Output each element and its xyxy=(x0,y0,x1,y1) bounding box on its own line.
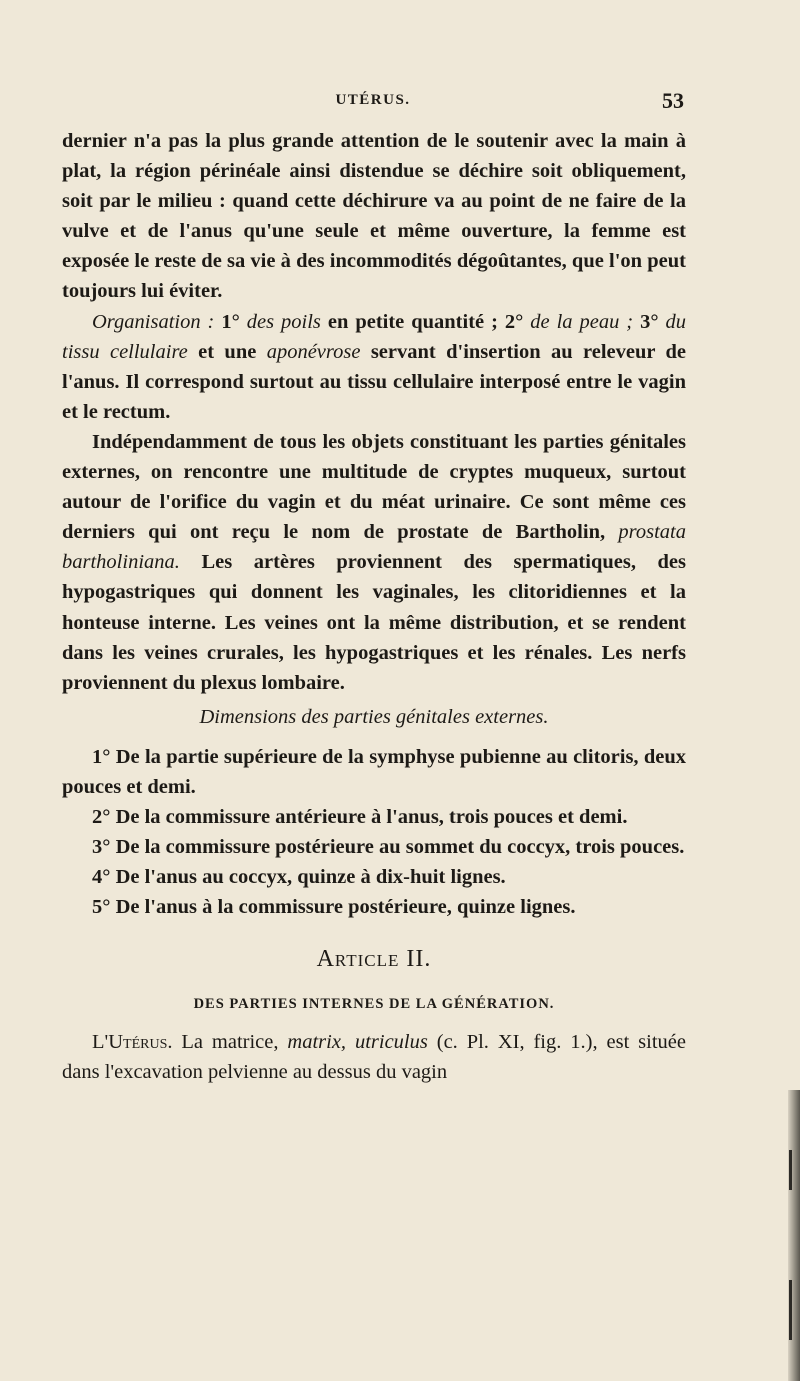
organisation-peau: de la peau ; xyxy=(530,310,634,333)
paragraph-uterus xyxy=(62,1027,686,1087)
organisation-text-3: servant d'insertion au releveur de l'anus. Il correspond surtout au tissu cellulaire interposé entre le vagin et le rectum. xyxy=(62,340,686,423)
dimension-item-1: 1° De la partie supérieure de la symphyse pubienne au clitoris, deux pouces et demi. xyxy=(62,745,686,798)
dimension-item-5: 5° De l'anus à la commissure postérieure, quinze lignes. xyxy=(92,896,576,919)
section-title: DES PARTIES INTERNES DE LA GÉNÉRATION. xyxy=(193,995,555,1012)
uterus-lead: L'Utérus. xyxy=(92,1030,173,1053)
uterus-text-3: (c. Pl. XI, fig. 1.), est située dans l'excavation pelvienne au dessus du vagin xyxy=(62,1030,686,1083)
page-header xyxy=(62,86,684,116)
uterus-matrix: matrix, xyxy=(287,1030,347,1053)
uterus-utriculus: utriculus xyxy=(354,1030,428,1053)
cryptes-text-2: Les artères proviennent des spermatiques, des hypogastriques qui donnent les vaginales, les clitoridiennes et la honteuse interne. Les veines ont la même distribution, et se rendent dans les veines crurales, les hypogastriques et les rénales. Les nerfs proviennent du plexus lombaire. xyxy=(62,551,686,694)
dimension-item-3: 3° De la commissure postérieure au sommet du coccyx, trois pouces. xyxy=(92,836,685,859)
uterus-text-2 xyxy=(346,1031,355,1053)
organisation-aponevrose: aponévrose xyxy=(266,340,361,363)
paragraph-perineum: dernier n'a pas la plus grande attention de le soutenir avec la main à plat, la région périnéale ainsi distendue se déchire soit obliquement, soit par le milieu : quand cette déchirure va au point de ne faire de la vulve et de l'anus qu'une seule et même ouverture, la femme est exposée le reste de sa vie à des incommodités dégoûtantes, que l'on peut toujours lui éviter. xyxy=(62,130,686,303)
organisation-num-1: 1° xyxy=(214,310,247,333)
cryptes-latin: prostata bartholiniana. xyxy=(62,521,686,574)
uterus-text-1: La matrice, xyxy=(172,1030,288,1053)
dimensions-heading: Dimensions des parties génitales externes. xyxy=(199,705,549,728)
page-edge-mark xyxy=(789,1150,792,1190)
organisation-cellulaire: du tissu cellulaire xyxy=(62,310,686,363)
organisation-poils: des poils xyxy=(246,310,321,333)
dimension-item-4: 4° De l'anus au coccyx, quinze à dix-huit lignes. xyxy=(92,866,506,889)
organisation-label: Organisation : xyxy=(92,310,215,333)
cryptes-text-1: Indépendamment de tous les objets constituant les parties génitales externes, on rencontre une multitude de cryptes muqueux, surtout autour de l'orifice du vagin et du méat urinaire. Ce sont même ces derniers qui ont reçu le nom de prostate de Bartholin, xyxy=(62,430,686,544)
organisation-text-1: en petite quantité ; 2° xyxy=(320,310,531,333)
running-title: UTÉRUS. xyxy=(335,92,411,108)
page-body xyxy=(62,126,686,1087)
article-title: Article II. xyxy=(316,946,432,973)
organisation-num-3: 3° xyxy=(633,310,666,333)
page-number: 53 xyxy=(662,88,684,113)
paragraph-cryptes xyxy=(62,427,686,698)
page-edge-mark xyxy=(789,1280,792,1340)
organisation-text-2: et une xyxy=(187,340,267,363)
paragraph-organisation xyxy=(62,307,686,427)
dimension-item-2: 2° De la commissure antérieure à l'anus, trois pouces et demi. xyxy=(92,806,628,829)
